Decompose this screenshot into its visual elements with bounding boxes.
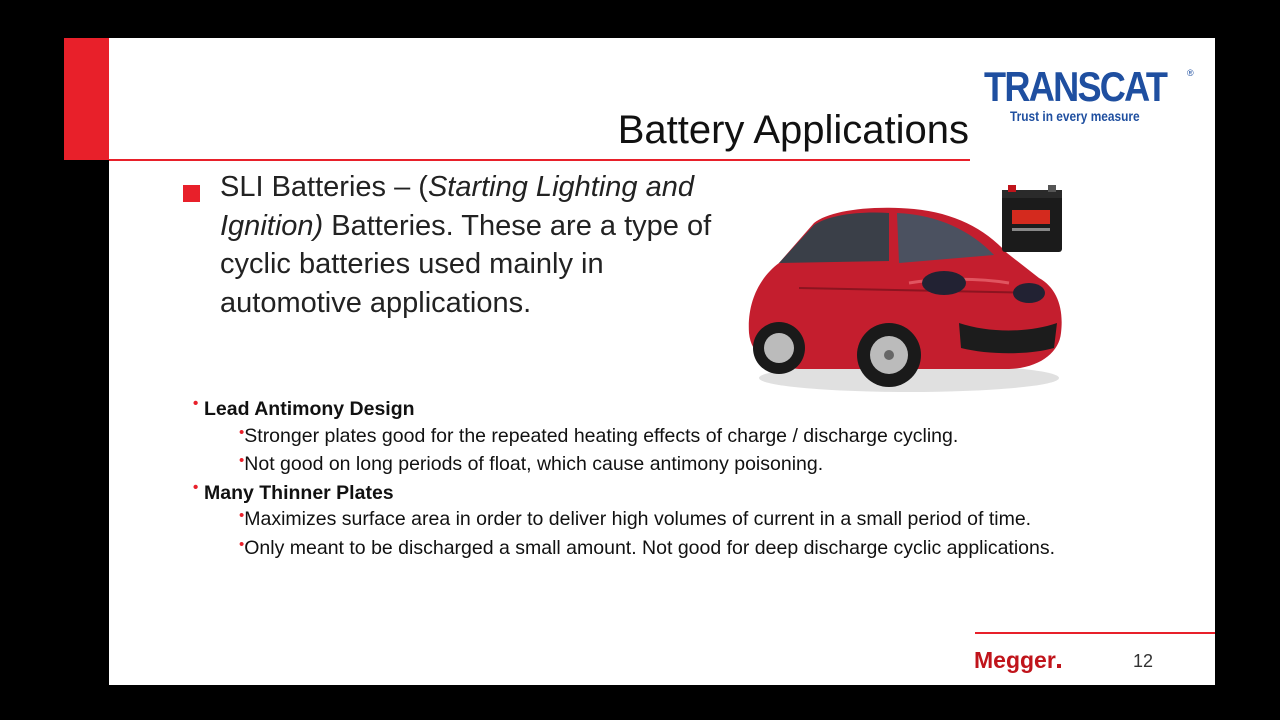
logo-registered-mark: ® (1187, 68, 1194, 78)
page-number: 12 (1133, 651, 1154, 671)
red-dot-icon: • (239, 452, 245, 469)
main-bullet-part2: Batteries. These are a type of cyclic batteries used mainly in automotive applications. (220, 209, 712, 319)
square-bullet-icon (183, 183, 203, 203)
transcat-logo (984, 64, 1194, 126)
list-item: •Stronger plates good for the repeated heating effects of charge / discharge cycling. (239, 423, 959, 447)
detail-list (193, 396, 1193, 563)
main-bullet-part1: SLI Batteries – ( (220, 171, 428, 203)
main-bullet-italic: Starting Lighting and Ignition) (220, 171, 694, 242)
main-bullet-text (220, 168, 720, 322)
logo-dot-icon (1057, 664, 1061, 668)
red-accent-tab (64, 38, 109, 160)
car-battery-image (998, 184, 1066, 254)
list-item: •Only meant to be discharged a small amount. Not good for deep discharge cyclic applications. (239, 535, 1056, 559)
slide-title: Battery Applications (617, 108, 969, 152)
list-item: •Maximizes surface area in order to deliver high volumes of current in a small period of time. (239, 507, 1032, 530)
title-rule (109, 159, 970, 161)
red-dot-icon: • (193, 395, 199, 412)
battery-icon (998, 184, 1066, 254)
red-dot-icon: • (239, 423, 245, 441)
logo-brand: TRANSCAT (984, 63, 1167, 110)
red-dot-icon: • (239, 507, 245, 524)
list-item: •Not good on long periods of float, which cause antimony poisoning. (239, 452, 824, 475)
list-item-heading: • Lead Antimony Design (193, 396, 1193, 423)
slide (109, 38, 1215, 685)
logo-tagline: Trust in every measure (1010, 108, 1140, 124)
list-item-heading: • Many Thinner Plates (193, 480, 1193, 507)
red-dot-icon: • (193, 478, 199, 496)
footer-rule (975, 632, 1215, 634)
megger-logo: Megger (974, 647, 1061, 674)
red-dot-icon: • (239, 535, 245, 553)
